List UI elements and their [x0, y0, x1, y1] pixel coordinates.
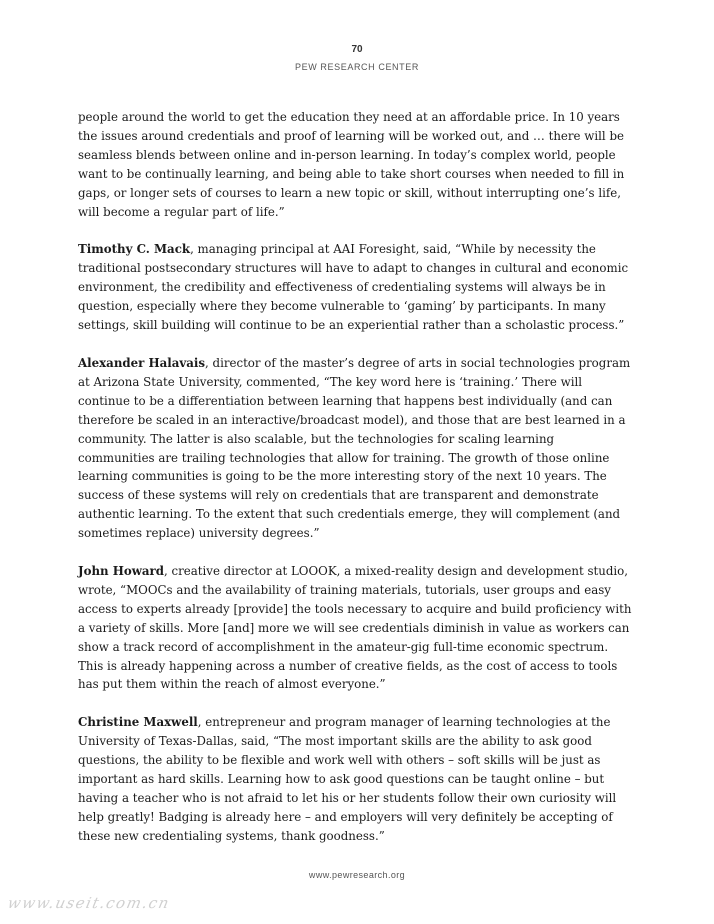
paragraph-text: , entrepreneur and program manager of learning technologies at the University of Texas-Dallas, said, “The most important skills are the ability to ask good questions, the ability to be flexible and work well with others – soft skills will be just as important as hard skills. Learning how to ask good questions can be taught online – but having a teacher who is not afraid to let his or her students follow their own curiosity will help greatly! Badging is already here – and employers will very definitely be accepting of these new credentialing systems, thank goodness.” — [78, 715, 617, 843]
body-text — [78, 108, 634, 865]
quote-paragraph-halavais — [78, 354, 634, 543]
paragraph-text: people around the world to get the education they need at an affordable price. In 10 years the issues around credentials and proof of learning will be worked out, and … there will be seamless blends between online and in-person learning. In today’s complex world, people want to be continually learning, and being able to take short courses when needed to fill in gaps, or longer sets of courses to learn a new topic or skill, without interrupting one’s life, will become a regular part of life.” — [78, 110, 625, 219]
quote-paragraph-maxwell — [78, 713, 634, 845]
page-number: 70 — [351, 44, 363, 55]
footer-url: www.pewresearch.org — [308, 870, 406, 880]
watermark: www.useit.com.cn — [6, 894, 172, 912]
quote-paragraph-howard — [78, 562, 634, 694]
quote-paragraph-mack — [78, 240, 634, 335]
paragraph-continuation — [78, 108, 634, 221]
paragraph-text: , creative director at LOOOK, a mixed-reality design and development studio, wrote, “MOOCs and the availability of training materials, tutorials, user groups and easy access to experts already [provide] the tools necessary to acquire and build proficiency with a variety of skills. More [and] more we will see credentials diminish in value as workers can show a track record of accomplishment in the amateur-gig full-time economic spectrum. This is already happening across a number of creative fields, as the cost of access to tools has put them within the reach of almost everyone.” — [78, 564, 632, 692]
paragraph-text: , director of the master’s degree of arts in social technologies program at Arizona State University, commented, “The key word here is ‘training.’ There will continue to be a differentiation between learning that happens best individually (and can therefore be scaled in an interactive/broadcast model), and those that are best learned in a community. The latter is also scalable, but the technologies for scaling learning communities are trailing technologies that allow for training. The growth of those online learning communities is going to be the more interesting story of the next 10 years. The success of these systems will rely on credentials that are transparent and demonstrate authentic learning. To the extent that such credentials emerge, they will complement (and sometimes replace) university degrees.” — [78, 355, 631, 541]
speaker-name: Christine Maxwell — [78, 715, 198, 730]
speaker-name: John Howard — [78, 564, 164, 579]
speaker-name: Alexander Halavais — [78, 355, 206, 370]
paragraph-text: , managing principal at AAI Foresight, said, “While by necessity the traditional postsecondary structures will have to adapt to changes in cultural and economic environment, the credibility and effectiveness of credentialing systems will always be in question, especially where they become vulnerable to ‘gaming’ by participants. In many settings, skill building will continue to be an experiential rather than a scholastic process.” — [78, 242, 629, 333]
organization-header: PEW RESEARCH CENTER — [295, 62, 419, 72]
speaker-name: Timothy C. Mack — [78, 242, 191, 257]
